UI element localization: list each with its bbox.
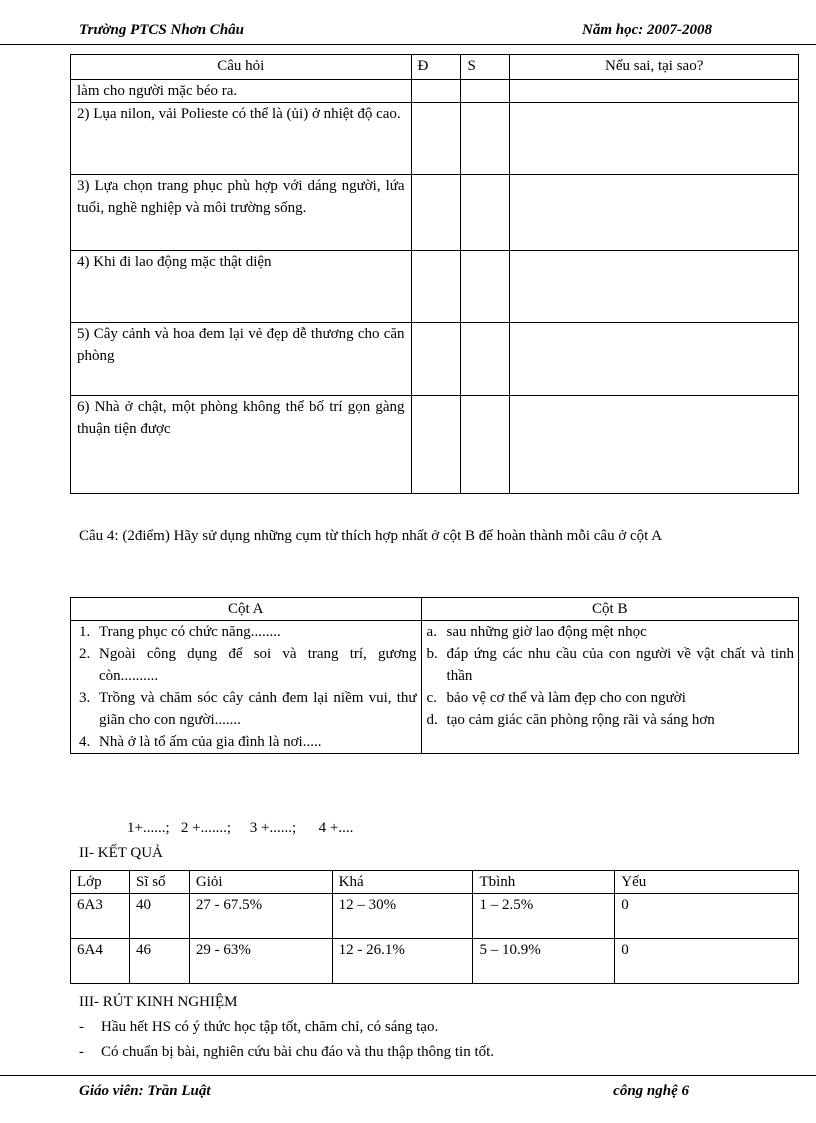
answer-false-cell[interactable] bbox=[461, 323, 510, 396]
answer-true-cell[interactable] bbox=[411, 323, 461, 396]
answer-true-cell[interactable] bbox=[411, 251, 461, 323]
results-table bbox=[70, 870, 799, 984]
reason-cell[interactable] bbox=[510, 323, 799, 396]
school-name: Trường PTCS Nhơn Châu bbox=[79, 22, 244, 38]
column-b-header: Cột B bbox=[421, 598, 798, 621]
results-cell: 5 – 10.9% bbox=[473, 939, 615, 984]
column-a-item: 4. Nhà ở là tổ ấm của gia đình là nơi..... bbox=[79, 734, 322, 750]
header-reason: Nếu sai, tại sao? bbox=[510, 55, 799, 80]
column-b-item: a. sau những giờ lao động mệt nhọc bbox=[426, 624, 647, 640]
answer-true-cell[interactable] bbox=[411, 396, 461, 494]
matching-table bbox=[70, 597, 799, 754]
results-cell: 6A4 bbox=[71, 939, 130, 984]
results-cell: 0 bbox=[615, 894, 799, 939]
bullet-dash: - bbox=[79, 1044, 84, 1060]
results-cell: 1 – 2.5% bbox=[473, 894, 615, 939]
reason-cell[interactable] bbox=[510, 103, 799, 175]
results-header-count: Sĩ số bbox=[129, 871, 189, 894]
results-header-good: Khá bbox=[332, 871, 473, 894]
question-cell: 5) Cây cảnh và hoa đem lại vẻ đẹp dễ thương cho căn phòng bbox=[71, 323, 412, 396]
answer-false-cell[interactable] bbox=[461, 103, 510, 175]
column-a-item: 3. Trồng và chăm sóc cây cảnh đem lại niềm vui, thư giãn cho con người....... bbox=[79, 690, 417, 728]
page-footer bbox=[79, 1083, 689, 1103]
results-cell: 29 - 63% bbox=[189, 939, 332, 984]
reason-cell[interactable] bbox=[510, 80, 799, 103]
reason-cell[interactable] bbox=[510, 251, 799, 323]
bullet-dash: - bbox=[79, 1019, 84, 1035]
header-false: S bbox=[461, 55, 510, 80]
question-cell: làm cho người mặc béo ra. bbox=[71, 80, 412, 103]
page-header bbox=[79, 22, 712, 42]
results-cell: 27 - 67.5% bbox=[189, 894, 332, 939]
header-question: Câu hỏi bbox=[71, 55, 412, 80]
answer-false-cell[interactable] bbox=[461, 80, 510, 103]
results-cell: 40 bbox=[129, 894, 189, 939]
answer-true-cell[interactable] bbox=[411, 103, 461, 175]
results-header-average: Tbình bbox=[473, 871, 615, 894]
answer-false-cell[interactable] bbox=[461, 396, 510, 494]
column-a-cell bbox=[71, 621, 422, 754]
reason-cell[interactable] bbox=[510, 396, 799, 494]
column-b-item: d. tạo cảm giác căn phòng rộng rãi và sáng hơn bbox=[426, 712, 715, 728]
column-b-cell bbox=[421, 621, 798, 754]
header-rule bbox=[0, 44, 816, 45]
subject-name: công nghệ 6 bbox=[613, 1083, 689, 1099]
question-cell: 3) Lựa chọn trang phục phù hợp với dáng người, lứa tuổi, nghề nghiệp và môi trường sống. bbox=[71, 175, 412, 251]
school-year: Năm học: 2007-2008 bbox=[582, 22, 712, 38]
answer-line[interactable]: 1+......; 2 +.......; 3 +......; 4 +.... bbox=[127, 820, 354, 836]
column-a-item: 1. Trang phục có chức năng........ bbox=[79, 624, 281, 640]
experience-title: III- RÚT KINH NGHIỆM bbox=[79, 994, 238, 1010]
results-cell: 12 - 26.1% bbox=[332, 939, 473, 984]
answer-true-cell[interactable] bbox=[411, 80, 461, 103]
question-cell: 2) Lụa nilon, vải Polieste có thể là (ủi) ở nhiệt độ cao. bbox=[71, 103, 412, 175]
footer-rule bbox=[0, 1075, 816, 1076]
results-title: II- KẾT QUẢ bbox=[79, 845, 163, 861]
column-a-header: Cột A bbox=[71, 598, 422, 621]
results-cell: 0 bbox=[615, 939, 799, 984]
column-a-item: 2. Ngoài công dụng để soi và trang trí, gương còn.......... bbox=[79, 646, 417, 684]
question-cell: 6) Nhà ở chật, một phòng không thể bố trí gọn gàng thuận tiện được bbox=[71, 396, 412, 494]
column-b-item: c. bảo vệ cơ thể và làm đẹp cho con người bbox=[426, 690, 686, 706]
results-header-weak: Yếu bbox=[615, 871, 799, 894]
column-b-item: b. đáp ứng các nhu cầu của con người về vật chất và tinh thần bbox=[426, 646, 794, 684]
header-true: Đ bbox=[411, 55, 461, 80]
answer-false-cell[interactable] bbox=[461, 175, 510, 251]
results-cell: 12 – 30% bbox=[332, 894, 473, 939]
reason-cell[interactable] bbox=[510, 175, 799, 251]
question-cell: 4) Khi đi lao động mặc thật diện bbox=[71, 251, 412, 323]
answer-true-cell[interactable] bbox=[411, 175, 461, 251]
teacher-name: Giáo viên: Trần Luật bbox=[79, 1083, 211, 1099]
question-4-prompt: Câu 4: (2điểm) Hãy sử dụng những cụm từ thích hợp nhất ở cột B để hoàn thành mỗi câu ở cột A bbox=[79, 528, 663, 544]
answer-false-cell[interactable] bbox=[461, 251, 510, 323]
results-header-excellent: Giỏi bbox=[189, 871, 332, 894]
results-header-class: Lớp bbox=[71, 871, 130, 894]
true-false-question-table bbox=[70, 54, 799, 494]
results-cell: 6A3 bbox=[71, 894, 130, 939]
results-cell: 46 bbox=[129, 939, 189, 984]
